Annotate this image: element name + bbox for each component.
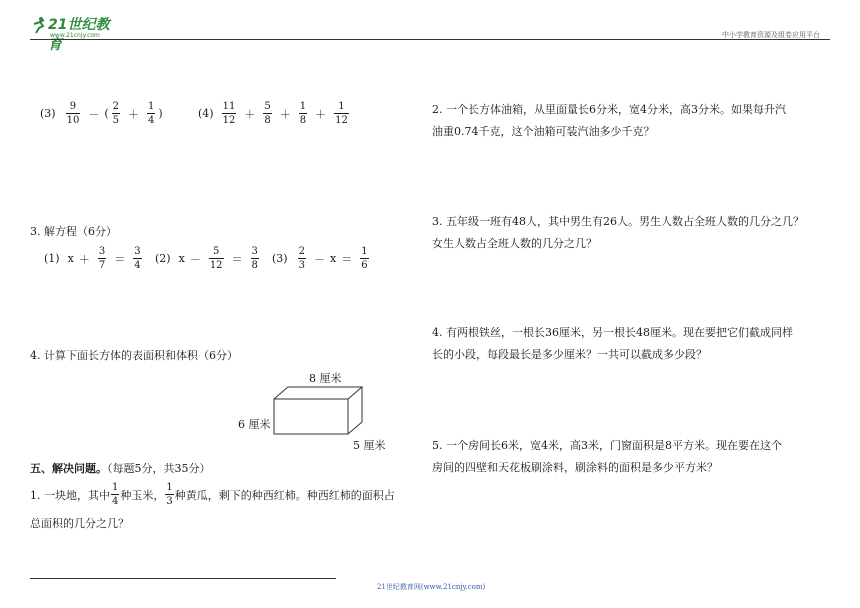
fraction: $\frac{1}{4}$ bbox=[112, 482, 119, 507]
section-5-title: 五、解决问题。 bbox=[30, 462, 107, 475]
right-q4-line-1: 4. 有两根铁丝，一根长36厘米，另一根长48厘米。现在要把它们截成同样 bbox=[432, 326, 793, 339]
eq-label: (3) bbox=[272, 252, 288, 265]
logo-runner-icon bbox=[30, 16, 48, 34]
problem-text: 种黄瓜，剩下的种西红柿。种西红柿的面积占 bbox=[174, 488, 395, 502]
right-q2-line-1: 2. 一个长方体油箱，从里面量长6分米，宽4分米，高3分米。如果每升汽 bbox=[432, 103, 786, 116]
header-divider bbox=[30, 39, 830, 40]
cuboid-width-label: 5 厘米 bbox=[353, 439, 386, 452]
question-3-title: 3. 解方程（6分） bbox=[30, 225, 117, 238]
variable: x bbox=[329, 252, 337, 265]
right-q2-line-2: 油重0.74千克，这个油箱可装汽油多少千克？ bbox=[432, 125, 655, 138]
operator: ＋ bbox=[128, 107, 139, 121]
cuboid-height-label: 6 厘米 bbox=[238, 418, 271, 431]
fraction: $\frac{5}{12}$ bbox=[209, 246, 223, 271]
cuboid-side-face bbox=[348, 387, 362, 434]
fraction: $\frac{3}{4}$ bbox=[134, 246, 141, 271]
logo-sub: www.21cnjy.com bbox=[50, 32, 100, 39]
fraction: $\frac{5}{8}$ bbox=[264, 101, 271, 126]
calc-problem-3 bbox=[40, 101, 163, 126]
footer-divider bbox=[30, 578, 336, 579]
fraction: $\frac{3}{7}$ bbox=[98, 246, 106, 271]
fraction: $\frac{1}{3}$ bbox=[166, 482, 173, 507]
problem-1-line-1 bbox=[30, 482, 395, 507]
right-q3-line-2: 女生人数占全班人数的几分之几？ bbox=[432, 237, 597, 250]
section-5-note: （每题5分，共35分） bbox=[107, 462, 211, 475]
header-logo bbox=[30, 14, 120, 53]
operator: ＋ bbox=[78, 252, 90, 266]
logo-text: 21世纪教育 bbox=[48, 17, 110, 53]
fraction: $\frac{2}{3}$ bbox=[298, 246, 305, 271]
question-4-title: 4. 计算下面长方体的表面积和体积（6分） bbox=[30, 349, 238, 362]
section-5-heading bbox=[30, 460, 211, 476]
equals: ＝ bbox=[114, 252, 126, 266]
calc-problem-4 bbox=[198, 101, 352, 126]
equation-3 bbox=[272, 246, 372, 271]
operator: ＋ bbox=[244, 107, 256, 121]
calc-3-label: (3) bbox=[40, 107, 56, 120]
header-right-text: 中小学教育资源及组卷应用平台 bbox=[722, 31, 820, 39]
fraction: $\frac{1}{8}$ bbox=[299, 101, 307, 126]
equals: ＝ bbox=[231, 252, 243, 266]
cuboid-diagram bbox=[268, 385, 368, 441]
equation-1 bbox=[44, 246, 145, 271]
eq-label: (2) bbox=[155, 252, 171, 265]
operator: ＋ bbox=[279, 107, 291, 121]
fraction: $\frac{3}{8}$ bbox=[251, 246, 258, 271]
operator: － bbox=[313, 252, 325, 266]
fraction: $\frac{1}{6}$ bbox=[361, 246, 368, 271]
paren: ) bbox=[158, 107, 163, 120]
fraction: $\frac{1}{12}$ bbox=[335, 101, 348, 126]
cuboid-top-face bbox=[274, 387, 362, 399]
calc-4-label: (4) bbox=[198, 107, 214, 120]
problem-1-line-2: 总面积的几分之几？ bbox=[30, 517, 129, 530]
operator: － bbox=[88, 107, 100, 121]
fraction: $\frac{9}{10}$ bbox=[66, 101, 80, 126]
variable: x bbox=[67, 252, 74, 265]
fraction: $\frac{2}{5}$ bbox=[112, 101, 119, 126]
equals: ＝ bbox=[341, 252, 353, 266]
operator: － bbox=[189, 252, 201, 266]
operator: ＋ bbox=[315, 107, 327, 121]
right-q4-line-2: 长的小段，每段最长是多少厘米？一共可以截成多少段？ bbox=[432, 348, 707, 361]
fraction: $\frac{11}{12}$ bbox=[222, 101, 236, 126]
problem-text: 1. 一块地，其中 bbox=[30, 488, 110, 502]
equation-2 bbox=[155, 246, 262, 271]
fraction: $\frac{1}{4}$ bbox=[148, 101, 155, 126]
variable: x bbox=[178, 252, 185, 265]
right-q5-line-2: 房间的四壁和天花板刷涂料，刷涂料的面积是多少平方米？ bbox=[432, 461, 718, 474]
cuboid-length-label: 8 厘米 bbox=[309, 372, 342, 385]
right-q5-line-1: 5. 一个房间长6米，宽4米，高3米，门窗面积是8平方米。现在要在这个 bbox=[432, 439, 782, 452]
eq-label: (1) bbox=[44, 252, 60, 265]
footer-text: 21世纪教育网(www.21cnjy.com) bbox=[377, 583, 486, 591]
right-q3-line-1: 3. 五年级一班有48人，其中男生有26人。男生人数占全班人数的几分之几？ bbox=[432, 215, 804, 228]
paren: ( bbox=[104, 107, 109, 120]
cuboid-front-face bbox=[274, 399, 348, 434]
problem-text: 种玉米， bbox=[120, 488, 165, 502]
